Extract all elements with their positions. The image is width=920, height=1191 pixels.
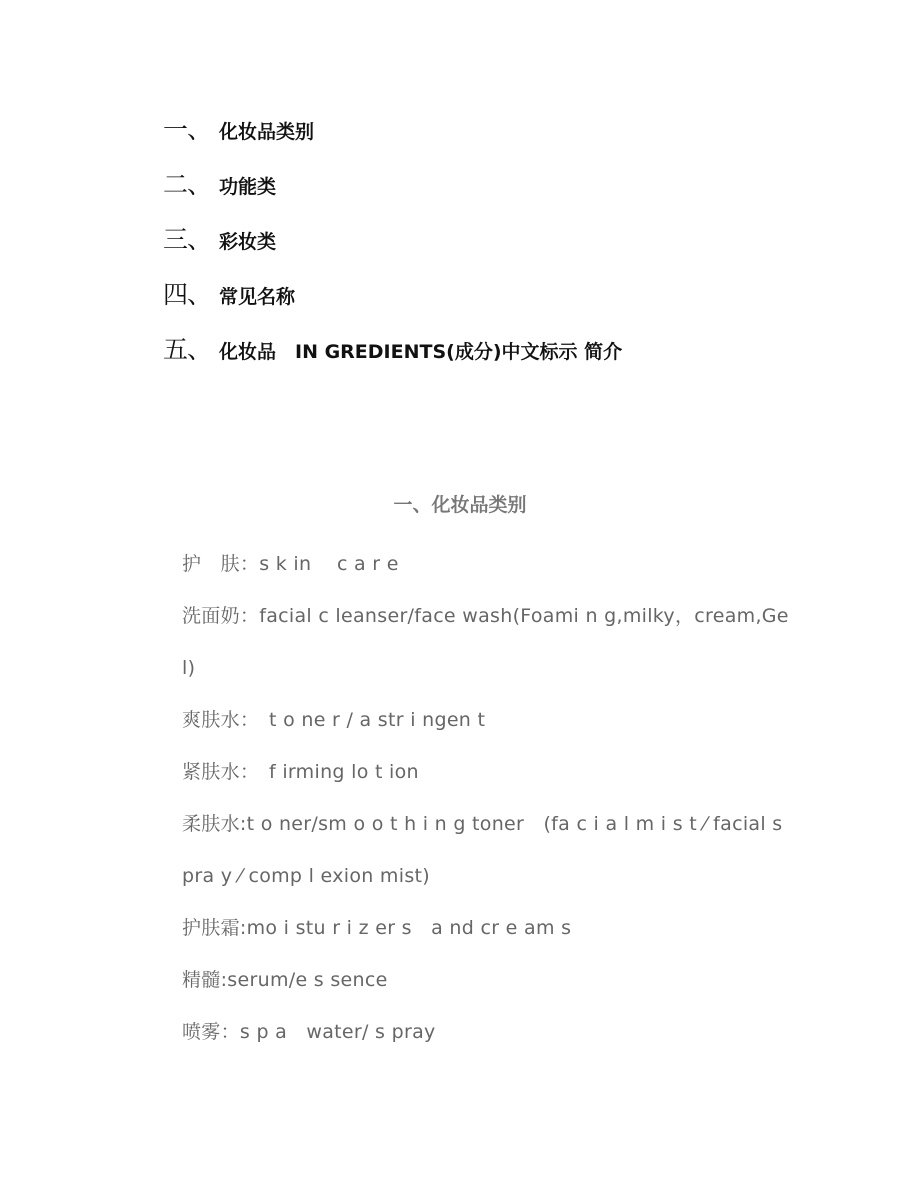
toc-number: 四、 — [163, 280, 212, 309]
toc-number: 五、 — [163, 335, 212, 364]
term-entry: 爽肤水： t o ne r / a str i ngen t — [182, 709, 486, 731]
table-of-contents — [163, 110, 622, 385]
toc-label: 彩妆类 — [219, 231, 277, 253]
toc-number: 一、 — [163, 115, 212, 144]
toc-number: 二、 — [163, 170, 212, 199]
toc-item — [163, 220, 622, 275]
toc-label: 化妆品类别 — [219, 121, 315, 143]
term-list — [182, 538, 792, 1058]
toc-label: 常见名称 — [219, 286, 296, 308]
term-entry: 紧肤水： f irming lo t ion — [182, 761, 419, 783]
term-entry: 护肤霜:mo i stu r i z er s a nd cr e am s — [182, 917, 572, 939]
toc-label: 化妆品 IN GREDIENTS(成分)中文标示 简介 — [219, 341, 623, 363]
toc-item — [163, 275, 622, 330]
term-entry: 护 肤：s k in c a r e — [182, 553, 399, 575]
toc-label: 功能类 — [219, 176, 277, 198]
term-entry: 柔肤水:t o ner/sm o o t h i n g toner (fa c i a l m i s t ⁄ facial s pra y ⁄ comp l exion mist) — [182, 813, 783, 887]
toc-item — [163, 165, 622, 220]
section-title: 一、化妆品类别 — [393, 494, 527, 516]
term-entry: 喷雾：s p a water/ s pray — [182, 1021, 436, 1043]
toc-item — [163, 110, 622, 165]
toc-item — [163, 330, 622, 385]
toc-number: 三、 — [163, 225, 212, 254]
term-entry: 洗面奶：facial c leanser/face wash(Foami n g,milky，cream,Gel) — [182, 605, 789, 679]
term-entry: 精髓:serum/e s sence — [182, 969, 388, 991]
